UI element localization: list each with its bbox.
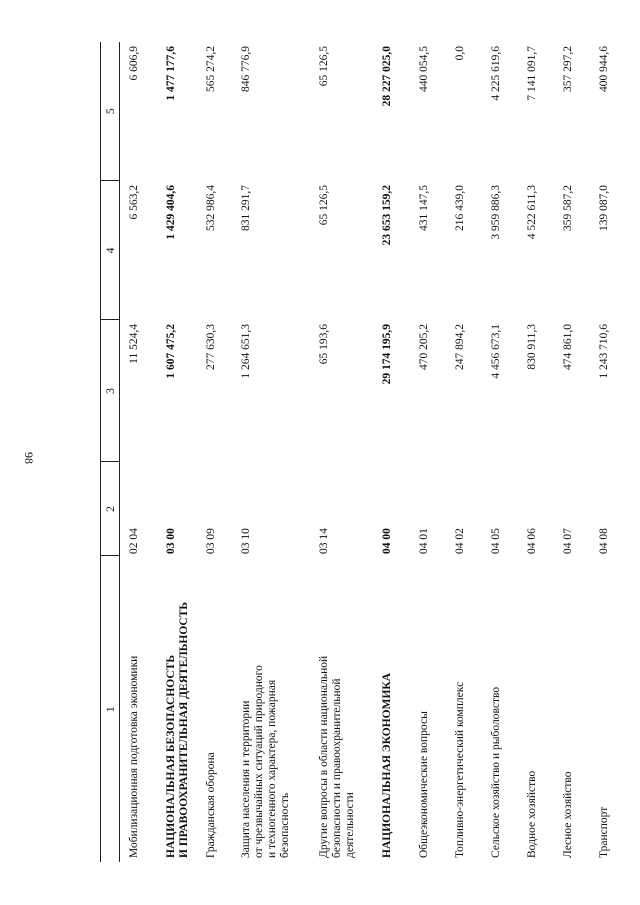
- row-value-col4: 139 087,0: [598, 185, 610, 231]
- row-value-col3: 1 243 710,6: [598, 324, 610, 379]
- row-name: Лесное хозяйство: [562, 771, 574, 858]
- row-value-col5: 846 776,9: [240, 46, 252, 92]
- row-code: 04 00: [381, 528, 393, 554]
- row-name: Сельское хозяйство и рыболовство: [490, 686, 502, 858]
- row-code: 04 06: [526, 528, 538, 554]
- row-code: 03 00: [165, 528, 177, 554]
- row-value-col5: 565 274,2: [205, 46, 217, 92]
- row-code: 03 10: [240, 528, 252, 554]
- row-name: Мобилизационная подготовка экономики: [128, 655, 140, 858]
- row-code: 03 09: [205, 528, 217, 554]
- row-name: НАЦИОНАЛЬНАЯ ЭКОНОМИКА: [381, 672, 393, 858]
- row-value-col4: 4 522 611,3: [526, 185, 538, 240]
- row-value-col3: 11 524,4: [128, 324, 140, 364]
- row-name: Топливно-энергетический комплекс: [454, 681, 466, 858]
- table-body: [120, 42, 635, 862]
- table-row: [418, 42, 454, 862]
- row-code: 04 02: [454, 528, 466, 554]
- row-code: 03 14: [318, 528, 330, 554]
- row-value-col3: 277 630,3: [205, 324, 217, 370]
- row-name: Транспорт: [598, 806, 610, 858]
- rotated-table-container: [100, 42, 615, 862]
- header-col-1: 1: [101, 556, 120, 862]
- row-value-col4: 23 653 159,2: [381, 185, 393, 246]
- row-name: Гражданская оборона: [205, 752, 217, 858]
- row-value-col5: 400 944,6: [598, 46, 610, 92]
- row-value-col5: 1 477 177,6: [165, 46, 177, 101]
- row-value-col4: 831 291,7: [240, 185, 252, 231]
- table-row: [240, 42, 318, 862]
- row-value-col4: 3 959 886,3: [490, 185, 502, 240]
- row-value-col3: 1 264 651,3: [240, 324, 252, 379]
- row-value-col5: 6 606,9: [128, 46, 140, 81]
- row-name: Общеэкономические вопросы: [418, 711, 430, 858]
- header-col-4: 4: [101, 181, 120, 320]
- row-value-col5: 357 297,2: [562, 46, 574, 92]
- row-value-col3: 830 911,3: [526, 324, 538, 370]
- row-value-col4: 359 587,2: [562, 185, 574, 231]
- row-code: 04 08: [598, 528, 610, 554]
- row-value-col4: 532 986,4: [205, 185, 217, 231]
- row-value-col4: 431 147,5: [418, 185, 430, 231]
- row-value-col4: 6 563,2: [128, 185, 140, 220]
- row-value-col5: 28 227 025,0: [381, 46, 393, 107]
- row-code: 04 01: [418, 528, 430, 554]
- row-value-col4: 1 429 404,6: [165, 185, 177, 240]
- header-col-3: 3: [101, 320, 120, 462]
- row-name: Другие вопросы в области национальной безопасности и правоохранительной деятельности: [318, 655, 356, 858]
- row-value-col5: 65 126,5: [318, 46, 330, 87]
- table-row: [128, 42, 165, 862]
- row-value-col5: 440 054,5: [418, 46, 430, 92]
- header-row: [101, 42, 120, 862]
- table-row: [205, 42, 240, 862]
- page-number: 98: [22, 452, 36, 464]
- row-value-col3: 470 205,2: [418, 324, 430, 370]
- table-row: [454, 42, 490, 862]
- table-row: [165, 42, 205, 862]
- row-name: Защита населения и территории от чрезвычайных ситуаций природного и техногенного характера, пожарная безопасность: [240, 665, 291, 858]
- row-value-col3: 474 861,0: [562, 324, 574, 370]
- header-col-5: 5: [101, 42, 120, 181]
- row-value-col3: 247 894,2: [454, 324, 466, 370]
- row-name: НАЦИОНАЛЬНАЯ БЕЗОПАСНОСТЬ И ПРАВООХРАНИТЕЛЬНАЯ ДЕЯТЕЛЬНОСТЬ: [165, 602, 190, 858]
- row-name: Водное хозяйство: [526, 770, 538, 858]
- table-row: [598, 42, 634, 862]
- row-value-col4: 216 439,0: [454, 185, 466, 231]
- row-code: 04 07: [562, 528, 574, 554]
- row-value-col5: 7 141 091,7: [526, 46, 538, 101]
- row-value-col4: 65 126,5: [318, 185, 330, 226]
- row-value-col3: 1 607 475,2: [165, 324, 177, 379]
- table-row: [490, 42, 526, 862]
- table-row: [381, 42, 418, 862]
- row-value-col3: 29 174 195,9: [381, 324, 393, 385]
- table-row: [526, 42, 562, 862]
- table-row: [318, 42, 381, 862]
- row-value-col3: 65 193,6: [318, 324, 330, 365]
- row-value-col5: 4 225 619,6: [490, 46, 502, 101]
- row-value-col5: 0,0: [454, 46, 466, 61]
- table-row: [562, 42, 598, 862]
- row-code: 04 05: [490, 528, 502, 554]
- header-col-2: 2: [101, 462, 120, 556]
- budget-table: [100, 42, 634, 862]
- row-code: 02 04: [128, 528, 140, 554]
- row-value-col3: 4 456 673,1: [490, 324, 502, 379]
